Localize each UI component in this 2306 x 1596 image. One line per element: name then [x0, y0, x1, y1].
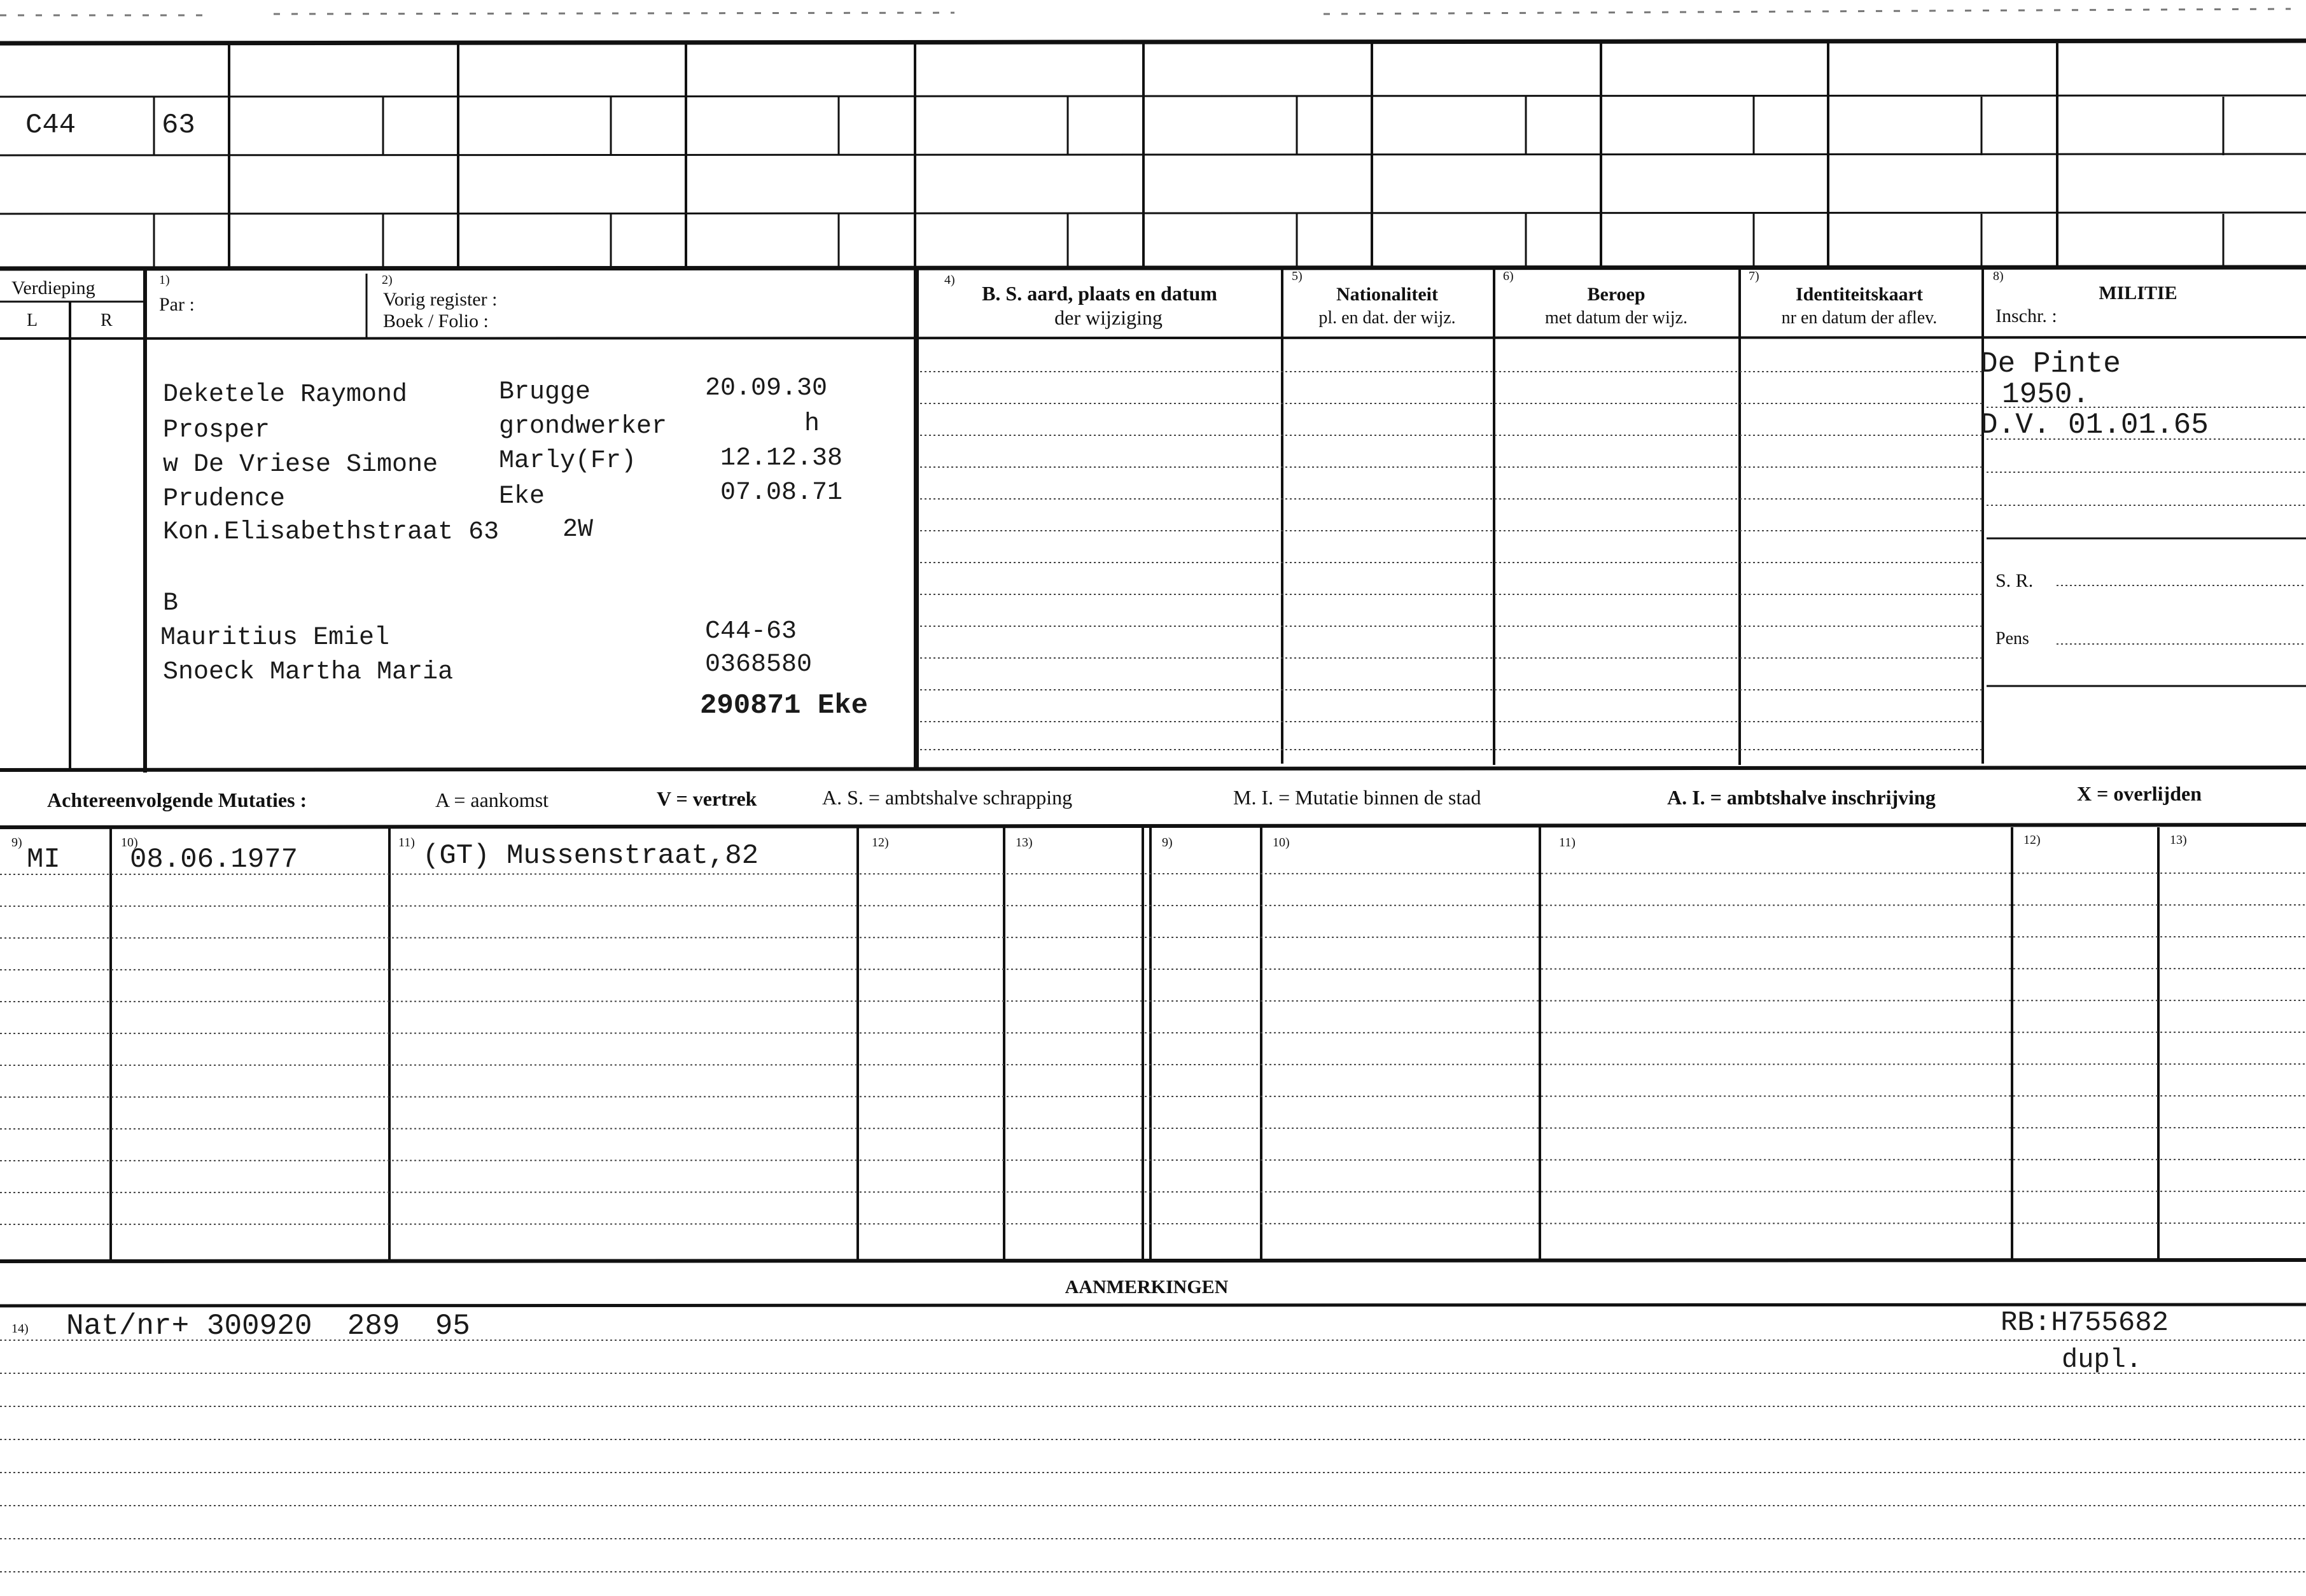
index-grid — [0, 41, 2306, 269]
col-9-right: 9) — [1162, 836, 1173, 850]
nationaliteit-sub-label: pl. en dat. der wijz. — [1318, 308, 1456, 328]
mother-name: Snoeck Martha Maria — [163, 658, 454, 687]
rb-number: RB:H755682 — [2001, 1307, 2169, 1339]
nationaliteit-label: Nationaliteit — [1336, 284, 1438, 305]
head-birthdate: 20.09.30 — [705, 374, 828, 403]
person-block — [160, 374, 868, 722]
col-12-left: 12) — [872, 836, 889, 850]
reference-date-place: 290871 Eke — [700, 690, 869, 722]
legend-v: V = vertrek — [657, 787, 757, 810]
militia-place: De Pinte — [1980, 347, 2121, 381]
militia-solid-lines — [1987, 538, 2306, 686]
header-labels — [11, 269, 2177, 332]
par-label: Par : — [159, 294, 195, 315]
address-extra: 2W — [563, 515, 594, 544]
spouse-birthdate: 12.12.38 — [720, 444, 843, 473]
head-name: Deketele Raymond — [163, 381, 408, 409]
vorig-register-label: Vorig register : — [383, 289, 498, 310]
head-birthplace: Brugge — [499, 378, 591, 407]
mutations-column-numbers — [11, 833, 2187, 850]
mutation-entry — [27, 840, 758, 876]
militie-label: MILITIE — [2099, 283, 2177, 304]
reference-number: 0368580 — [705, 650, 813, 679]
pens-label: Pens — [1995, 629, 2029, 648]
militia-block — [1980, 347, 2209, 442]
par-footnote: 1) — [159, 273, 170, 287]
identiteitskaart-sub-label: nr en datum der aflev. — [1781, 308, 1938, 328]
index-number: 63 — [162, 109, 195, 141]
bs-label-1: B. S. aard, plaats en datum — [982, 282, 1217, 305]
mutations-ruled-lines — [0, 873, 2306, 1224]
mutation-date: 08.06.1977 — [130, 844, 298, 876]
bs-footnote: 4) — [944, 273, 955, 287]
col-13-right: 13) — [2170, 833, 2187, 847]
mutations-grid — [0, 825, 2306, 1261]
identiteitskaart-label: Identiteitskaart — [1796, 284, 1923, 305]
duplicate-note: dupl. — [2062, 1345, 2142, 1375]
legend-x: X = overlijden — [2077, 782, 2202, 805]
militia-year: 1950. — [2002, 378, 2090, 411]
floor-right-label: R — [101, 311, 113, 330]
marriage-date: 07.08.71 — [720, 479, 843, 507]
floor-left-label: L — [27, 311, 38, 330]
spouse-name: w De Vriese Simone — [163, 451, 438, 479]
spouse-birthplace: Marly(Fr) — [499, 447, 637, 475]
bs-label-2: der wijziging — [1054, 306, 1163, 329]
col-10-left: 10) — [121, 836, 138, 850]
inschr-label: Inschr. : — [1995, 305, 2057, 326]
address: Kon.Elisabethstraat 63 — [163, 518, 500, 547]
remarks-ruled-lines — [0, 1340, 2306, 1572]
legend-as: A. S. = ambtshalve schrapping — [822, 786, 1073, 809]
mil-footnote: 8) — [1993, 269, 2004, 283]
head-occupation: grondwerker — [499, 412, 667, 441]
beroep-label: Beroep — [1587, 284, 1646, 305]
head-firstname: Prosper — [163, 416, 270, 445]
legend-a: A = aankomst — [435, 788, 549, 811]
nat-footnote: 5) — [1292, 269, 1303, 283]
legend-title: Achtereenvolgende Mutaties : — [47, 788, 307, 811]
spouse-firstname: Prudence — [163, 485, 286, 514]
head-mark: h — [804, 410, 820, 438]
vorig-footnote: 2) — [382, 273, 393, 287]
index-code: C44 — [25, 109, 76, 141]
national-number: Nat/nr+ 300920 289 95 — [66, 1310, 470, 1343]
militia-dv: D.V. 01.01.65 — [1980, 409, 2209, 442]
beroep-sub-label: met datum der wijz. — [1545, 308, 1688, 328]
verdieping-label: Verdieping — [11, 277, 95, 298]
col-9-left: 9) — [11, 836, 22, 850]
reference-code: C44-63 — [705, 617, 797, 646]
beroep-footnote: 6) — [1503, 269, 1514, 283]
remarks-footnote: 14) — [11, 1322, 29, 1336]
remarks-title: AANMERKINGEN — [1065, 1277, 1229, 1298]
col-12-right: 12) — [2023, 833, 2041, 847]
mutation-legend — [47, 782, 2202, 811]
section-letter: B — [163, 589, 179, 618]
legend-mi: M. I. = Mutatie binnen de stad — [1233, 786, 1481, 809]
marriage-place: Eke — [499, 482, 545, 511]
boek-folio-label: Boek / Folio : — [383, 311, 489, 332]
legend-ai: A. I. = ambtshalve inschrijving — [1667, 786, 1936, 809]
remarks-lines — [0, 1305, 2306, 1306]
id-footnote: 7) — [1749, 269, 1759, 283]
scan-edge-marks — [0, 9, 2291, 15]
col-10-right: 10) — [1273, 836, 1290, 850]
col-11-left: 11) — [398, 836, 415, 850]
sr-label: S. R. — [1995, 570, 2034, 591]
col-13-left: 13) — [1016, 836, 1033, 850]
mutation-code: MI — [27, 844, 60, 876]
father-name: Mauritius Emiel — [160, 624, 390, 652]
mutation-address: (GT) Mussenstraat,82 — [423, 840, 759, 872]
col-11-right: 11) — [1559, 836, 1576, 850]
